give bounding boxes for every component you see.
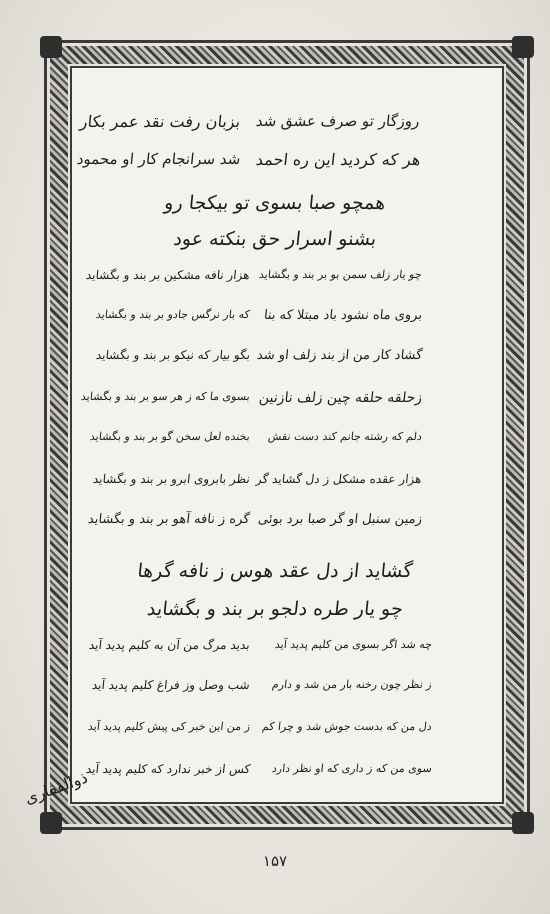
- verse-left: بسوی ما که ز هر سو بر بند و بگشاید: [80, 390, 251, 403]
- verse-right: گشاد کار من از بند زلف او شد: [255, 348, 423, 363]
- verse-right: زمین سنبل او گر صبا برد بوئی: [257, 512, 423, 527]
- verse-left: بدید مرگ من آن به کلیم پدید آید: [88, 638, 251, 652]
- section-heading: بشنو اسرار حق بنکته عود: [172, 228, 378, 250]
- verse-left: بزبان رفت نقد عمر بکار: [78, 112, 241, 131]
- verse-left: هزار نافه مشکین بر بند و بگشاید: [85, 268, 251, 282]
- verse-left: کس از خبر ندارد که کلیم پدید آید: [84, 762, 251, 776]
- verse-left: ز من این خبر کی پیش کلیم پدید آید: [87, 720, 251, 733]
- verse-left: شب وصل وز فراغ کلیم پدید آید: [91, 678, 251, 692]
- verse-right: بروی ماه نشود باد مبتلا که بنا: [263, 308, 423, 323]
- corner-ornament-icon: [40, 812, 62, 834]
- verse-left: نظر بابروی ابرو بر بند و بگشاید: [92, 472, 251, 486]
- verse-right: چه شد اگر بسوی من کلیم پدید آید: [274, 638, 433, 651]
- verse-right: ز نظر چون رخنه بار من شد و دارم: [271, 678, 433, 691]
- verse-right: هزار عقده مشکل ز دل گشاید گر: [255, 472, 423, 486]
- verse-left: بگو بیار که نیکو بر بند و بگشاید: [95, 348, 251, 362]
- corner-ornament-icon: [512, 36, 534, 58]
- corner-ornament-icon: [40, 36, 62, 58]
- section-heading: چو یار طره دلجو بر بند و بگشاید: [145, 598, 404, 620]
- verse-left: شد سرانجام کار او محمود: [75, 150, 241, 168]
- verse-left: گره ز نافه آهو بر بند و بگشاید: [87, 512, 251, 527]
- verse-right: سوی من که ز داری که او نظر دارد: [271, 762, 433, 775]
- verse-right: دلم که رشته جانم کند دست نقش: [267, 430, 423, 443]
- verse-right: دل من که بدست جوش شد و چرا کم: [261, 720, 433, 733]
- verse-left: بخنده لعل سخن گو بر بند و بگشاید: [89, 430, 251, 443]
- verse-left: که بار نرگس جادو بر بند و بگشاید: [95, 308, 251, 321]
- verse-right: روزگار تو صرف عشق شد: [255, 112, 421, 130]
- section-heading: گشاید از دل عقد هوس ز نافه گرها: [136, 560, 414, 582]
- signature: ذوالفقاری: [22, 767, 91, 808]
- verse-right: زحلقه حلقه چین زلف نازنین: [258, 390, 423, 406]
- verse-right: چو یار زلف سمن بو بر بند و بگشاید: [258, 268, 423, 281]
- section-heading: همچو صبا بسوی تو بیکجا رو: [163, 192, 387, 214]
- page-number: ۱۵۷: [262, 852, 288, 870]
- corner-ornament-icon: [512, 812, 534, 834]
- verse-right: هر که کردید این ره احمد: [254, 150, 421, 169]
